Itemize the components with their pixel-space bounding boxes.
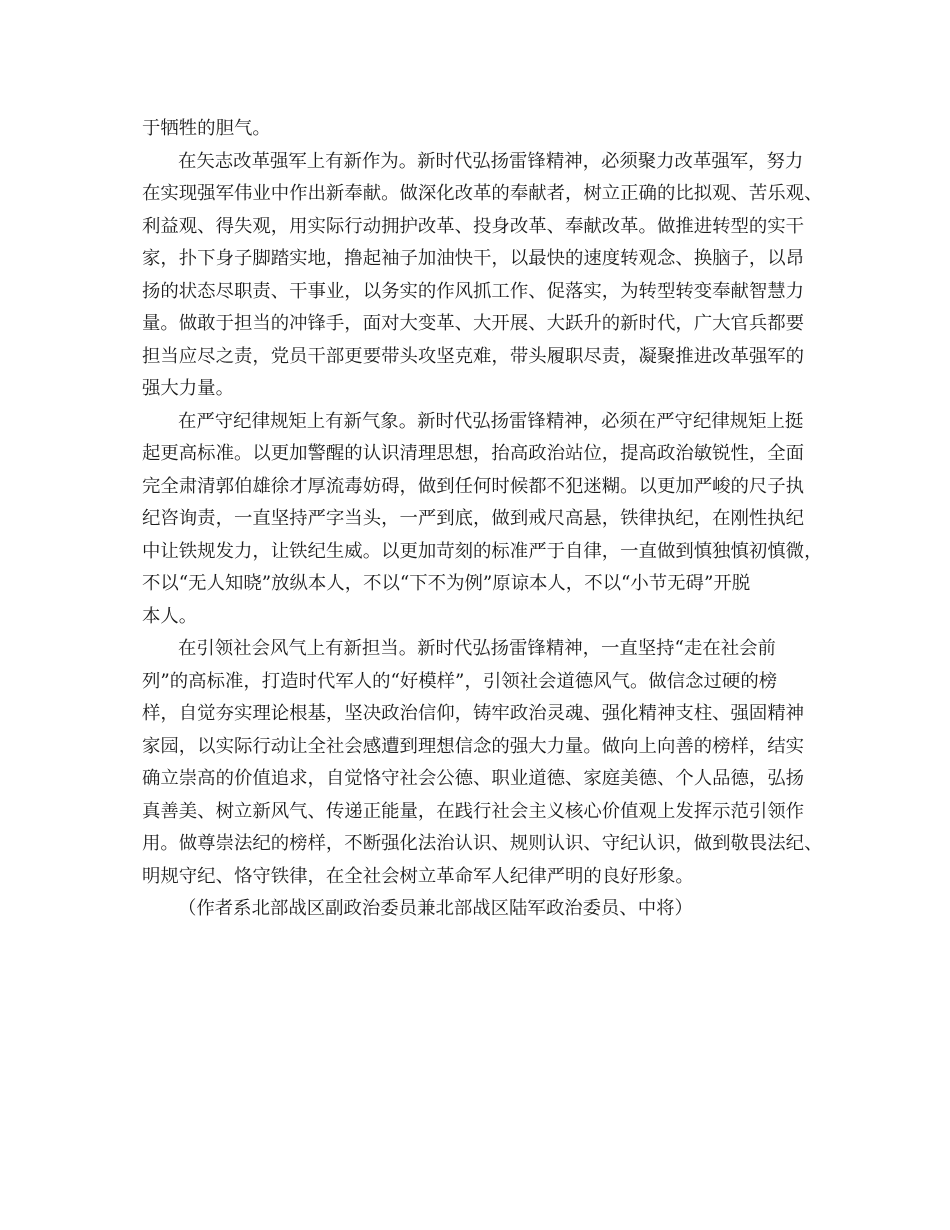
text-line: 起更高标准。以更加警醒的认识清理思想，抬高政治站位，提高政治敏锐性，全面 xyxy=(142,443,805,464)
text-line: 纪咨询责，一直坚持严字当头，一严到底，做到戒尺高悬，铁律执纪，在刚性执纪 xyxy=(142,508,805,529)
text-line: 不以“无人知晓”放纵本人，不以“下不为例”原谅本人，不以“小节无碍”开脱 xyxy=(142,573,751,594)
text-line: 确立崇高的价值追求，自觉恪守社会公德、职业道德、家庭美德、个人品德，弘扬 xyxy=(142,768,805,789)
text-line: 中让铁规发力，让铁纪生威。以更加苛刻的标准严于自律，一直做到慎独慎初慎微， xyxy=(142,540,823,562)
text-line: 量。做敢于担当的冲锋手，面对大变革、大开展、大跃升的新时代，广大官兵都要 xyxy=(142,313,805,334)
article-body xyxy=(142,113,826,926)
text-line: 本人。 xyxy=(142,605,198,627)
text-line: 列”的高标准，打造时代军人的“好模样”，引领社会道德风气。做信念过硬的榜 xyxy=(142,670,778,692)
text-line: 利益观、得失观，用实际行动拥护改革、投身改革、奉献改革。做推进转型的实干 xyxy=(142,215,805,237)
text-line: 样，自觉夯实理论根基，坚决政治信仰，铸牢政治灵魂、强化精神支柱、强固精神 xyxy=(142,703,805,724)
text-line: 在引领社会风气上有新担当。新时代弘扬雷锋精神，一直坚持“走在社会前 xyxy=(178,638,776,659)
text-line: 完全肃清郭伯雄徐才厚流毒妨碍，做到任何时候都不犯迷糊。以更加严峻的尺子执 xyxy=(142,475,805,497)
text-line: 在矢志改革强军上有新作为。新时代弘扬雷锋精神，必须聚力改革强军，努力 xyxy=(178,150,804,172)
text-line: 在严守纪律规矩上有新气象。新时代弘扬雷锋精神，必须在严守纪律规矩上挺 xyxy=(178,410,804,432)
text-line: 家园，以实际行动让全社会感遭到理想信念的强大力量。做向上向善的榜样，结实 xyxy=(142,735,805,757)
text-line: 家，扑下身子脚踏实地，撸起袖子加油快干，以最快的速度转观念、换脑子，以昂 xyxy=(142,248,805,269)
text-line: 于牺牲的胆气。 xyxy=(142,118,271,139)
text-line: （作者系北部战区副政治委员兼北部战区陆军政治委员、中将） xyxy=(178,898,693,919)
text-line: 真善美、树立新风气、传递正能量，在践行社会主义核心价值观上发挥示范引领作 xyxy=(142,800,805,822)
text-line: 扬的状态尽职责、干事业，以务实的作风抓工作、促落实，为转型转变奉献智慧力 xyxy=(142,280,805,302)
text-line: 用。做尊崇法纪的榜样，不断强化法治认识、规则认识、守纪认识，做到敬畏法纪、 xyxy=(142,833,823,854)
text-line: 明规守纪、恪守铁律，在全社会树立革命军人纪律严明的良好形象。 xyxy=(142,865,694,887)
text-line: 担当应尽之责，党员干部更要带头攻坚克难，带头履职尽责，凝聚推进改革强军的 xyxy=(142,345,805,367)
text-line: 在实现强军伟业中作出新奉献。做深化改革的奉献者，树立正确的比拟观、苦乐观、 xyxy=(142,183,823,204)
text-line: 强大力量。 xyxy=(142,378,234,399)
